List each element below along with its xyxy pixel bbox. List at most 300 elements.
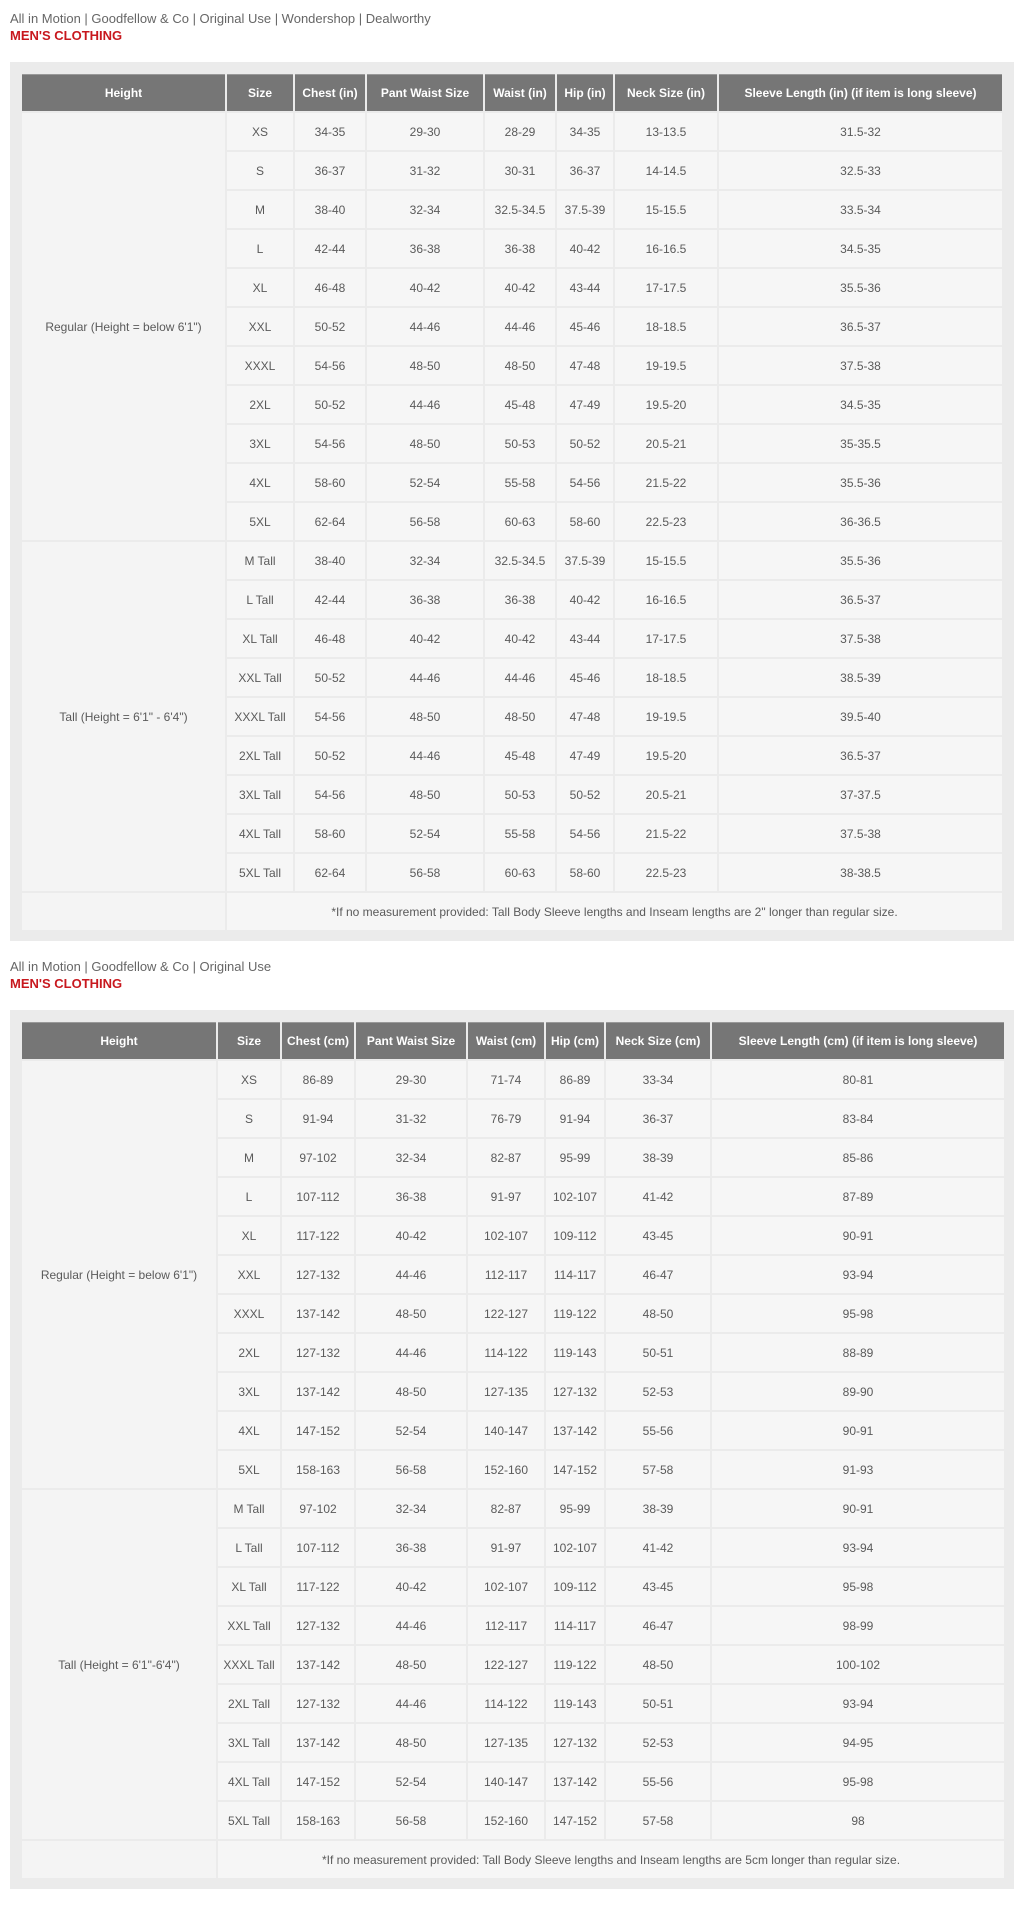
size-cell: 5XL Tall bbox=[218, 1802, 280, 1839]
size-cell: M bbox=[227, 191, 293, 228]
chest-cell: 137-142 bbox=[282, 1373, 354, 1410]
hip-cell: 40-42 bbox=[557, 230, 613, 267]
hip-cell: 45-46 bbox=[557, 308, 613, 345]
waist-cell: 45-48 bbox=[485, 386, 555, 423]
neck-cell: 50-51 bbox=[606, 1685, 710, 1722]
sleeve-cell: 93-94 bbox=[712, 1685, 1004, 1722]
pant-waist-cell: 56-58 bbox=[367, 503, 483, 540]
table-row bbox=[22, 542, 1002, 579]
sleeve-cell: 88-89 bbox=[712, 1334, 1004, 1371]
pant-waist-cell: 44-46 bbox=[367, 386, 483, 423]
footnote: *If no measurement provided: Tall Body Sleeve lengths and Inseam lengths are 5cm longer than regular size. bbox=[218, 1841, 1004, 1878]
pant-waist-cell: 44-46 bbox=[356, 1334, 466, 1371]
sleeve-cell: 32.5-33 bbox=[719, 152, 1002, 189]
header-size: Size bbox=[227, 74, 293, 111]
hip-cell: 40-42 bbox=[557, 581, 613, 618]
hip-cell: 137-142 bbox=[546, 1763, 604, 1800]
height-group-label: Tall (Height = 6'1"-6'4") bbox=[22, 1490, 216, 1839]
size-cell: 2XL bbox=[218, 1334, 280, 1371]
sleeve-cell: 38-38.5 bbox=[719, 854, 1002, 891]
waist-cell: 140-147 bbox=[468, 1412, 544, 1449]
neck-cell: 57-58 bbox=[606, 1451, 710, 1488]
chest-cell: 50-52 bbox=[295, 659, 365, 696]
waist-cell: 48-50 bbox=[485, 347, 555, 384]
size-cell: XXXL Tall bbox=[227, 698, 293, 735]
sleeve-cell: 89-90 bbox=[712, 1373, 1004, 1410]
pant-waist-cell: 32-34 bbox=[367, 542, 483, 579]
neck-cell: 22.5-23 bbox=[615, 854, 717, 891]
brand-list: All in Motion | Goodfellow & Co | Original Use | Wondershop | Dealworthy bbox=[10, 11, 431, 26]
size-cell: XL Tall bbox=[227, 620, 293, 657]
hip-cell: 119-122 bbox=[546, 1295, 604, 1332]
size-cell: 2XL bbox=[227, 386, 293, 423]
pant-waist-cell: 48-50 bbox=[367, 776, 483, 813]
neck-cell: 55-56 bbox=[606, 1763, 710, 1800]
hip-cell: 95-99 bbox=[546, 1490, 604, 1527]
neck-cell: 52-53 bbox=[606, 1724, 710, 1761]
chest-cell: 62-64 bbox=[295, 503, 365, 540]
waist-cell: 112-117 bbox=[468, 1607, 544, 1644]
pant-waist-cell: 32-34 bbox=[367, 191, 483, 228]
sleeve-cell: 35-35.5 bbox=[719, 425, 1002, 462]
hip-cell: 34-35 bbox=[557, 113, 613, 150]
chest-cell: 107-112 bbox=[282, 1178, 354, 1215]
neck-cell: 16-16.5 bbox=[615, 230, 717, 267]
chest-cell: 34-35 bbox=[295, 113, 365, 150]
chest-cell: 158-163 bbox=[282, 1802, 354, 1839]
size-chart-inches bbox=[10, 10, 1014, 941]
height-group-label: Regular (Height = below 6'1") bbox=[22, 1061, 216, 1488]
neck-cell: 46-47 bbox=[606, 1256, 710, 1293]
waist-cell: 36-38 bbox=[485, 230, 555, 267]
size-cell: 3XL Tall bbox=[227, 776, 293, 813]
sleeve-cell: 98-99 bbox=[712, 1607, 1004, 1644]
height-group-label: Regular (Height = below 6'1") bbox=[22, 113, 225, 540]
neck-cell: 15-15.5 bbox=[615, 542, 717, 579]
waist-cell: 60-63 bbox=[485, 854, 555, 891]
hip-cell: 95-99 bbox=[546, 1139, 604, 1176]
chest-cell: 137-142 bbox=[282, 1646, 354, 1683]
header-pant-waist: Pant Waist Size bbox=[356, 1022, 466, 1059]
header-height: Height bbox=[22, 74, 225, 111]
pant-waist-cell: 44-46 bbox=[367, 308, 483, 345]
waist-cell: 32.5-34.5 bbox=[485, 191, 555, 228]
header-height: Height bbox=[22, 1022, 216, 1059]
chest-cell: 38-40 bbox=[295, 191, 365, 228]
size-cell: L bbox=[218, 1178, 280, 1215]
pant-waist-cell: 52-54 bbox=[367, 464, 483, 501]
size-table-container bbox=[10, 62, 1014, 941]
size-cell: XL bbox=[227, 269, 293, 306]
size-cell: L Tall bbox=[227, 581, 293, 618]
hip-cell: 109-112 bbox=[546, 1568, 604, 1605]
size-cell: XXL bbox=[218, 1256, 280, 1293]
hip-cell: 127-132 bbox=[546, 1373, 604, 1410]
waist-cell: 32.5-34.5 bbox=[485, 542, 555, 579]
chest-cell: 147-152 bbox=[282, 1412, 354, 1449]
pant-waist-cell: 52-54 bbox=[367, 815, 483, 852]
chest-cell: 127-132 bbox=[282, 1607, 354, 1644]
sleeve-cell: 90-91 bbox=[712, 1412, 1004, 1449]
size-cell: XXXL Tall bbox=[218, 1646, 280, 1683]
chest-cell: 58-60 bbox=[295, 815, 365, 852]
pant-waist-cell: 48-50 bbox=[367, 425, 483, 462]
neck-cell: 20.5-21 bbox=[615, 425, 717, 462]
table-row bbox=[22, 1490, 1004, 1527]
hip-cell: 102-107 bbox=[546, 1178, 604, 1215]
waist-cell: 36-38 bbox=[485, 581, 555, 618]
height-group-label: Tall (Height = 6'1" - 6'4") bbox=[22, 542, 225, 891]
waist-cell: 45-48 bbox=[485, 737, 555, 774]
neck-cell: 19-19.5 bbox=[615, 347, 717, 384]
chest-cell: 107-112 bbox=[282, 1529, 354, 1566]
hip-cell: 37.5-39 bbox=[557, 191, 613, 228]
chest-cell: 62-64 bbox=[295, 854, 365, 891]
header-sleeve: Sleeve Length (in) (if item is long sleeve) bbox=[719, 74, 1002, 111]
size-chart-cm bbox=[10, 958, 1014, 1889]
size-table-container bbox=[10, 1010, 1014, 1889]
section-heading: MEN'S CLOTHING bbox=[10, 28, 123, 43]
hip-cell: 47-48 bbox=[557, 698, 613, 735]
hip-cell: 43-44 bbox=[557, 620, 613, 657]
pant-waist-cell: 52-54 bbox=[356, 1763, 466, 1800]
sleeve-cell: 33.5-34 bbox=[719, 191, 1002, 228]
hip-cell: 147-152 bbox=[546, 1802, 604, 1839]
size-table bbox=[20, 1020, 1006, 1880]
sleeve-cell: 36.5-37 bbox=[719, 737, 1002, 774]
neck-cell: 22.5-23 bbox=[615, 503, 717, 540]
pant-waist-cell: 48-50 bbox=[356, 1724, 466, 1761]
waist-cell: 114-122 bbox=[468, 1685, 544, 1722]
hip-cell: 127-132 bbox=[546, 1724, 604, 1761]
pant-waist-cell: 44-46 bbox=[367, 659, 483, 696]
size-cell: XXXL bbox=[218, 1295, 280, 1332]
sleeve-cell: 37.5-38 bbox=[719, 620, 1002, 657]
table-row bbox=[22, 113, 1002, 150]
note-spacer bbox=[22, 1841, 216, 1878]
hip-cell: 147-152 bbox=[546, 1451, 604, 1488]
sleeve-cell: 39.5-40 bbox=[719, 698, 1002, 735]
hip-cell: 50-52 bbox=[557, 776, 613, 813]
brand-list: All in Motion | Goodfellow & Co | Original Use bbox=[10, 959, 272, 974]
sleeve-cell: 90-91 bbox=[712, 1490, 1004, 1527]
size-cell: 3XL bbox=[227, 425, 293, 462]
chest-cell: 54-56 bbox=[295, 425, 365, 462]
waist-cell: 127-135 bbox=[468, 1373, 544, 1410]
sleeve-cell: 36-36.5 bbox=[719, 503, 1002, 540]
table-header-row bbox=[22, 1022, 1004, 1059]
chest-cell: 97-102 bbox=[282, 1139, 354, 1176]
pant-waist-cell: 36-38 bbox=[356, 1178, 466, 1215]
sleeve-cell: 37-37.5 bbox=[719, 776, 1002, 813]
hip-cell: 137-142 bbox=[546, 1412, 604, 1449]
header-chest: Chest (in) bbox=[295, 74, 365, 111]
size-cell: XXL Tall bbox=[227, 659, 293, 696]
size-cell: M bbox=[218, 1139, 280, 1176]
sleeve-cell: 31.5-32 bbox=[719, 113, 1002, 150]
note-row bbox=[22, 1841, 1004, 1878]
size-cell: 4XL Tall bbox=[227, 815, 293, 852]
neck-cell: 15-15.5 bbox=[615, 191, 717, 228]
neck-cell: 18-18.5 bbox=[615, 659, 717, 696]
size-cell: L bbox=[227, 230, 293, 267]
neck-cell: 19-19.5 bbox=[615, 698, 717, 735]
sleeve-cell: 91-93 bbox=[712, 1451, 1004, 1488]
sleeve-cell: 35.5-36 bbox=[719, 542, 1002, 579]
pant-waist-cell: 36-38 bbox=[356, 1529, 466, 1566]
chest-cell: 50-52 bbox=[295, 308, 365, 345]
sleeve-cell: 37.5-38 bbox=[719, 815, 1002, 852]
waist-cell: 91-97 bbox=[468, 1529, 544, 1566]
neck-cell: 20.5-21 bbox=[615, 776, 717, 813]
size-cell: XXL bbox=[227, 308, 293, 345]
pant-waist-cell: 56-58 bbox=[356, 1451, 466, 1488]
pant-waist-cell: 48-50 bbox=[356, 1646, 466, 1683]
waist-cell: 122-127 bbox=[468, 1295, 544, 1332]
header-chest: Chest (cm) bbox=[282, 1022, 354, 1059]
pant-waist-cell: 29-30 bbox=[367, 113, 483, 150]
chest-cell: 158-163 bbox=[282, 1451, 354, 1488]
sleeve-cell: 93-94 bbox=[712, 1529, 1004, 1566]
waist-cell: 152-160 bbox=[468, 1451, 544, 1488]
pant-waist-cell: 44-46 bbox=[356, 1256, 466, 1293]
chest-cell: 50-52 bbox=[295, 386, 365, 423]
sleeve-cell: 93-94 bbox=[712, 1256, 1004, 1293]
waist-cell: 40-42 bbox=[485, 269, 555, 306]
hip-cell: 37.5-39 bbox=[557, 542, 613, 579]
neck-cell: 38-39 bbox=[606, 1490, 710, 1527]
header-waist: Waist (cm) bbox=[468, 1022, 544, 1059]
pant-waist-cell: 32-34 bbox=[356, 1490, 466, 1527]
chest-cell: 58-60 bbox=[295, 464, 365, 501]
footnote: *If no measurement provided: Tall Body Sleeve lengths and Inseam lengths are 2" longer than regular size. bbox=[227, 893, 1002, 930]
pant-waist-cell: 40-42 bbox=[356, 1568, 466, 1605]
sleeve-cell: 38.5-39 bbox=[719, 659, 1002, 696]
note-spacer bbox=[22, 893, 225, 930]
neck-cell: 48-50 bbox=[606, 1646, 710, 1683]
header-size: Size bbox=[218, 1022, 280, 1059]
chest-cell: 36-37 bbox=[295, 152, 365, 189]
sleeve-cell: 34.5-35 bbox=[719, 230, 1002, 267]
size-cell: 4XL Tall bbox=[218, 1763, 280, 1800]
sleeve-cell: 98 bbox=[712, 1802, 1004, 1839]
chest-cell: 147-152 bbox=[282, 1763, 354, 1800]
size-cell: S bbox=[227, 152, 293, 189]
sleeve-cell: 83-84 bbox=[712, 1100, 1004, 1137]
size-cell: 4XL bbox=[227, 464, 293, 501]
hip-cell: 47-48 bbox=[557, 347, 613, 384]
pant-waist-cell: 48-50 bbox=[356, 1295, 466, 1332]
table-body bbox=[22, 1061, 1004, 1878]
size-cell: 4XL bbox=[218, 1412, 280, 1449]
pant-waist-cell: 48-50 bbox=[367, 698, 483, 735]
chest-cell: 54-56 bbox=[295, 776, 365, 813]
sleeve-cell: 85-86 bbox=[712, 1139, 1004, 1176]
waist-cell: 82-87 bbox=[468, 1139, 544, 1176]
neck-cell: 14-14.5 bbox=[615, 152, 717, 189]
waist-cell: 28-29 bbox=[485, 113, 555, 150]
chest-cell: 38-40 bbox=[295, 542, 365, 579]
pant-waist-cell: 29-30 bbox=[356, 1061, 466, 1098]
size-cell: 5XL bbox=[227, 503, 293, 540]
size-table bbox=[20, 72, 1004, 932]
pant-waist-cell: 48-50 bbox=[356, 1373, 466, 1410]
waist-cell: 140-147 bbox=[468, 1763, 544, 1800]
sleeve-cell: 36.5-37 bbox=[719, 581, 1002, 618]
neck-cell: 36-37 bbox=[606, 1100, 710, 1137]
size-cell: 5XL bbox=[218, 1451, 280, 1488]
neck-cell: 57-58 bbox=[606, 1802, 710, 1839]
hip-cell: 54-56 bbox=[557, 464, 613, 501]
chest-cell: 127-132 bbox=[282, 1334, 354, 1371]
chest-cell: 46-48 bbox=[295, 620, 365, 657]
neck-cell: 52-53 bbox=[606, 1373, 710, 1410]
hip-cell: 47-49 bbox=[557, 386, 613, 423]
neck-cell: 55-56 bbox=[606, 1412, 710, 1449]
size-cell: XS bbox=[227, 113, 293, 150]
sleeve-cell: 80-81 bbox=[712, 1061, 1004, 1098]
chest-cell: 137-142 bbox=[282, 1724, 354, 1761]
neck-cell: 21.5-22 bbox=[615, 815, 717, 852]
hip-cell: 36-37 bbox=[557, 152, 613, 189]
chest-cell: 127-132 bbox=[282, 1256, 354, 1293]
chest-cell: 86-89 bbox=[282, 1061, 354, 1098]
pant-waist-cell: 40-42 bbox=[356, 1217, 466, 1254]
chest-cell: 137-142 bbox=[282, 1295, 354, 1332]
size-cell: XS bbox=[218, 1061, 280, 1098]
pant-waist-cell: 44-46 bbox=[356, 1607, 466, 1644]
neck-cell: 18-18.5 bbox=[615, 308, 717, 345]
header-hip: Hip (in) bbox=[557, 74, 613, 111]
waist-cell: 44-46 bbox=[485, 659, 555, 696]
size-cell: XL Tall bbox=[218, 1568, 280, 1605]
hip-cell: 114-117 bbox=[546, 1607, 604, 1644]
header-pant-waist: Pant Waist Size bbox=[367, 74, 483, 111]
pant-waist-cell: 36-38 bbox=[367, 581, 483, 618]
neck-cell: 17-17.5 bbox=[615, 269, 717, 306]
chest-cell: 91-94 bbox=[282, 1100, 354, 1137]
size-cell: 2XL Tall bbox=[227, 737, 293, 774]
chest-cell: 97-102 bbox=[282, 1490, 354, 1527]
size-cell: 5XL Tall bbox=[227, 854, 293, 891]
header-hip: Hip (cm) bbox=[546, 1022, 604, 1059]
sleeve-cell: 87-89 bbox=[712, 1178, 1004, 1215]
hip-cell: 119-143 bbox=[546, 1685, 604, 1722]
sleeve-cell: 94-95 bbox=[712, 1724, 1004, 1761]
neck-cell: 13-13.5 bbox=[615, 113, 717, 150]
chest-cell: 117-122 bbox=[282, 1217, 354, 1254]
hip-cell: 58-60 bbox=[557, 854, 613, 891]
neck-cell: 17-17.5 bbox=[615, 620, 717, 657]
hip-cell: 43-44 bbox=[557, 269, 613, 306]
header-neck: Neck Size (cm) bbox=[606, 1022, 710, 1059]
neck-cell: 43-45 bbox=[606, 1217, 710, 1254]
hip-cell: 45-46 bbox=[557, 659, 613, 696]
sleeve-cell: 34.5-35 bbox=[719, 386, 1002, 423]
note-row bbox=[22, 893, 1002, 930]
hip-cell: 54-56 bbox=[557, 815, 613, 852]
sleeve-cell: 35.5-36 bbox=[719, 464, 1002, 501]
neck-cell: 16-16.5 bbox=[615, 581, 717, 618]
pant-waist-cell: 48-50 bbox=[367, 347, 483, 384]
waist-cell: 50-53 bbox=[485, 425, 555, 462]
waist-cell: 44-46 bbox=[485, 308, 555, 345]
table-row bbox=[22, 1061, 1004, 1098]
neck-cell: 19.5-20 bbox=[615, 386, 717, 423]
sleeve-cell: 90-91 bbox=[712, 1217, 1004, 1254]
hip-cell: 50-52 bbox=[557, 425, 613, 462]
header-waist: Waist (in) bbox=[485, 74, 555, 111]
size-cell: 2XL Tall bbox=[218, 1685, 280, 1722]
chest-cell: 46-48 bbox=[295, 269, 365, 306]
chest-cell: 42-44 bbox=[295, 581, 365, 618]
chest-cell: 127-132 bbox=[282, 1685, 354, 1722]
sleeve-cell: 36.5-37 bbox=[719, 308, 1002, 345]
size-cell: M Tall bbox=[218, 1490, 280, 1527]
hip-cell: 102-107 bbox=[546, 1529, 604, 1566]
waist-cell: 82-87 bbox=[468, 1490, 544, 1527]
section-heading: MEN'S CLOTHING bbox=[10, 976, 123, 991]
size-cell: 3XL Tall bbox=[218, 1724, 280, 1761]
sleeve-cell: 95-98 bbox=[712, 1295, 1004, 1332]
neck-cell: 19.5-20 bbox=[615, 737, 717, 774]
chest-cell: 117-122 bbox=[282, 1568, 354, 1605]
waist-cell: 60-63 bbox=[485, 503, 555, 540]
waist-cell: 48-50 bbox=[485, 698, 555, 735]
waist-cell: 50-53 bbox=[485, 776, 555, 813]
pant-waist-cell: 56-58 bbox=[367, 854, 483, 891]
waist-cell: 55-58 bbox=[485, 464, 555, 501]
chest-cell: 42-44 bbox=[295, 230, 365, 267]
pant-waist-cell: 36-38 bbox=[367, 230, 483, 267]
pant-waist-cell: 56-58 bbox=[356, 1802, 466, 1839]
waist-cell: 112-117 bbox=[468, 1256, 544, 1293]
waist-cell: 102-107 bbox=[468, 1568, 544, 1605]
waist-cell: 91-97 bbox=[468, 1178, 544, 1215]
pant-waist-cell: 32-34 bbox=[356, 1139, 466, 1176]
neck-cell: 46-47 bbox=[606, 1607, 710, 1644]
neck-cell: 43-45 bbox=[606, 1568, 710, 1605]
waist-cell: 127-135 bbox=[468, 1724, 544, 1761]
sleeve-cell: 100-102 bbox=[712, 1646, 1004, 1683]
hip-cell: 58-60 bbox=[557, 503, 613, 540]
size-cell: XXXL bbox=[227, 347, 293, 384]
pant-waist-cell: 40-42 bbox=[367, 269, 483, 306]
waist-cell: 102-107 bbox=[468, 1217, 544, 1254]
pant-waist-cell: 40-42 bbox=[367, 620, 483, 657]
waist-cell: 30-31 bbox=[485, 152, 555, 189]
hip-cell: 109-112 bbox=[546, 1217, 604, 1254]
waist-cell: 122-127 bbox=[468, 1646, 544, 1683]
neck-cell: 48-50 bbox=[606, 1295, 710, 1332]
waist-cell: 152-160 bbox=[468, 1802, 544, 1839]
hip-cell: 119-143 bbox=[546, 1334, 604, 1371]
sleeve-cell: 35.5-36 bbox=[719, 269, 1002, 306]
chest-cell: 54-56 bbox=[295, 698, 365, 735]
size-cell: XL bbox=[218, 1217, 280, 1254]
neck-cell: 41-42 bbox=[606, 1529, 710, 1566]
pant-waist-cell: 44-46 bbox=[356, 1685, 466, 1722]
size-cell: M Tall bbox=[227, 542, 293, 579]
waist-cell: 76-79 bbox=[468, 1100, 544, 1137]
waist-cell: 114-122 bbox=[468, 1334, 544, 1371]
sleeve-cell: 37.5-38 bbox=[719, 347, 1002, 384]
neck-cell: 41-42 bbox=[606, 1178, 710, 1215]
size-cell: S bbox=[218, 1100, 280, 1137]
table-header-row bbox=[22, 74, 1002, 111]
hip-cell: 47-49 bbox=[557, 737, 613, 774]
table-body bbox=[22, 113, 1002, 930]
